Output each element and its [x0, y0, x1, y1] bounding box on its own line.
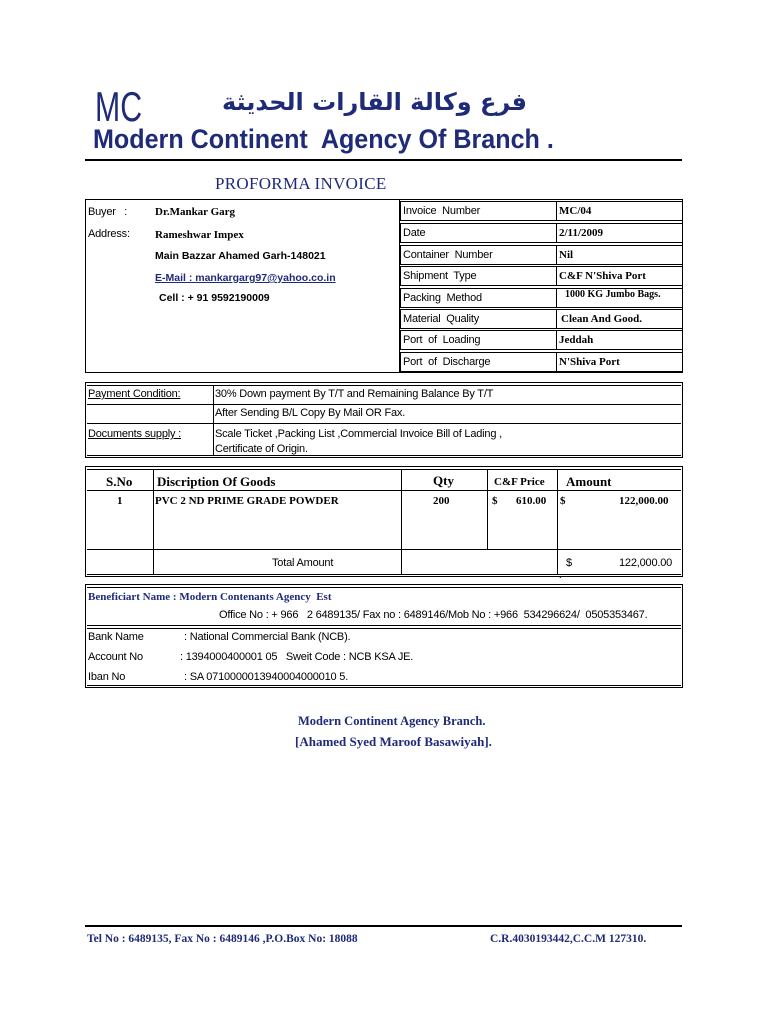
invoice-info-row	[400, 330, 683, 350]
invoice-info-value: 2/11/2009	[559, 227, 604, 239]
invoice-info-separator	[556, 331, 557, 349]
company-name: Modern Continent Agency Of Branch .	[93, 124, 554, 154]
goods-rule-total-bottom	[87, 574, 681, 575]
row-sno: 1	[117, 495, 123, 507]
invoice-info-row	[400, 245, 683, 265]
col-header-description: Discription Of Goods	[157, 474, 276, 489]
buyer-cell: Cell : + 91 9592190009	[159, 292, 270, 304]
invoice-info-value: Clean And Good.	[561, 313, 642, 325]
account-number-value: : 1394000400001 05 Sweit Code : NCB KSA JE.	[180, 651, 414, 663]
total-amount-value: 122,000.00	[619, 557, 673, 569]
payment-condition-label: Payment Condition:	[88, 388, 181, 400]
invoice-info-row	[400, 201, 683, 221]
documents-supply-line2: Certificate of Origin.	[215, 443, 308, 455]
goods-rule-total-top	[87, 549, 681, 550]
invoice-info-row	[400, 266, 683, 286]
row-qty: 200	[433, 495, 450, 507]
bank-rule-3	[87, 628, 681, 629]
col-header-amount: Amount	[566, 474, 612, 489]
documents-supply-line1: Scale Ticket ,Packing List ,Commercial Invoice Bill of Lading ,	[215, 428, 502, 440]
invoice-info-label: Invoice Number	[403, 205, 481, 217]
col-header-qty: Qty	[433, 473, 454, 488]
stray-dot: .	[559, 570, 562, 581]
invoice-info-separator	[556, 246, 557, 264]
goods-col-1	[153, 469, 154, 574]
documents-supply-label: Documents supply :	[88, 428, 181, 440]
document-title: PROFORMA INVOICE	[215, 174, 387, 193]
col-header-price: C&F Price	[494, 476, 545, 488]
invoice-info-separator	[556, 353, 557, 371]
buyer-company: Rameshwar Impex	[155, 229, 244, 241]
invoice-info-value: C&F N'Shiva Port	[559, 270, 646, 282]
buyer-email-link[interactable]: E-Mail : mankargarg97@yahoo.co.in	[155, 272, 336, 284]
invoice-info-label: Shipment Type	[403, 270, 477, 282]
invoice-info-separator	[556, 310, 557, 328]
invoice-info-row	[400, 223, 683, 243]
invoice-info-value: MC/04	[559, 205, 592, 217]
invoice-info-label: Material Quality	[403, 313, 480, 325]
payment-condition-line1: 30% Down payment By T/T and Remaining Balance By T/T	[215, 388, 494, 400]
col-header-sno: S.No	[106, 474, 133, 489]
header-rule	[85, 159, 682, 161]
terms-rule-2	[87, 404, 681, 405]
invoice-info-value: Nil	[559, 249, 574, 261]
arabic-company-name: فرع وكالة القارات الحديثة	[222, 88, 528, 116]
invoice-info-value: 1000 KG Jumbo Bags.	[565, 289, 661, 300]
row-amount: 122,000.00	[619, 495, 669, 507]
goods-rule-header	[87, 490, 681, 491]
invoice-info-separator	[556, 289, 557, 307]
invoice-info-label: Container Number	[403, 249, 493, 261]
invoice-info-separator	[556, 224, 557, 242]
address-label: Address:	[88, 228, 130, 240]
row-description: PVC 2 ND PRIME GRADE POWDER	[155, 495, 339, 507]
total-amount-label: Total Amount	[272, 557, 334, 569]
iban-label: Iban No	[88, 671, 126, 683]
invoice-info-row	[400, 288, 683, 308]
buyer-street: Main Bazzar Ahamed Garh-148021	[155, 250, 326, 262]
row-price: 610.00	[516, 495, 547, 507]
goods-col-3	[487, 469, 488, 549]
total-amount-currency: $	[566, 557, 572, 569]
goods-col-4	[557, 469, 558, 574]
goods-rule-top	[87, 469, 681, 470]
buyer-label: Buyer :	[88, 206, 128, 218]
signature-company: Modern Continent Agency Branch.	[298, 714, 486, 728]
terms-divider	[213, 385, 214, 455]
office-contacts: Office No : + 966 2 6489135/ Fax no : 6489146/Mob No : +966 534296624/ 0505353467.	[219, 609, 648, 621]
bank-rule-1	[87, 587, 681, 588]
company-logo: MC	[95, 83, 143, 130]
footer-registration: C.R.4030193442,C.C.M 127310.	[490, 933, 647, 945]
goods-col-2	[401, 469, 402, 574]
buyer-name: Dr.Mankar Garg	[155, 206, 236, 218]
invoice-info-label: Port of Loading	[403, 334, 481, 346]
signature-person: [Ahamed Syed Maroof Basawiyah].	[295, 734, 492, 749]
iban-value: : SA 0710000013940004000010 5.	[184, 671, 349, 683]
footer-rule	[85, 925, 682, 927]
row-amount-currency: $	[560, 495, 566, 507]
invoice-info-value: N'Shiva Port	[559, 356, 620, 368]
invoice-info-label: Port of Discharge	[403, 356, 491, 368]
bank-name-value: : National Commercial Bank (NCB).	[184, 631, 351, 643]
invoice-info-separator	[556, 202, 557, 220]
invoice-info-value: Jeddah	[559, 334, 594, 346]
payment-condition-line2: After Sending B/L Copy By Mail OR Fax.	[215, 407, 406, 419]
terms-rule-1	[87, 385, 681, 386]
footer-contacts: Tel No : 6489135, Fax No : 6489146 ,P.O.Box No: 18088	[87, 933, 358, 945]
bank-rule-2	[87, 625, 681, 626]
row-price-currency: $	[492, 495, 498, 507]
invoice-info-row	[400, 352, 683, 372]
terms-rule-3	[87, 423, 681, 424]
invoice-info-label: Date	[403, 227, 426, 239]
invoice-info-label: Packing Method	[403, 292, 482, 304]
bank-name-label: Bank Name	[88, 631, 144, 643]
beneficiary-name: Beneficiart Name : Modern Contenants Agency Est	[88, 591, 332, 603]
invoice-info-separator	[556, 267, 557, 285]
bank-rule-4	[87, 685, 681, 686]
terms-rule-4	[87, 455, 681, 456]
account-number-label: Account No	[88, 651, 143, 663]
invoice-info-row	[400, 309, 683, 329]
